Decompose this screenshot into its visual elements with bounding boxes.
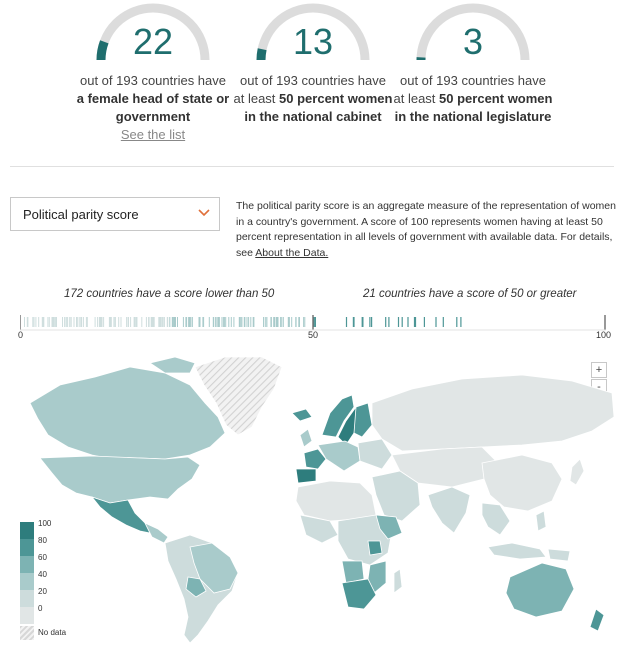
region-uk bbox=[300, 429, 312, 447]
see-the-list-link[interactable]: See the list bbox=[120, 127, 186, 142]
legend-label: 100 bbox=[38, 519, 52, 528]
region-china bbox=[482, 455, 562, 511]
stat-description: out of 193 countries have at least 50 percent women in the national legislature bbox=[393, 73, 553, 124]
region-mexico bbox=[92, 497, 150, 533]
metric-select-value: Political parity score bbox=[23, 207, 139, 222]
legend-swatch bbox=[20, 556, 34, 573]
legend-label: 20 bbox=[38, 587, 47, 596]
no-data-label: No data bbox=[38, 628, 67, 637]
tick-0: 0 bbox=[18, 330, 24, 340]
region-new-zealand bbox=[590, 609, 604, 631]
legend-swatch bbox=[20, 607, 34, 624]
stat-description: out of 193 countries have at least 50 percent women in the national cabinet bbox=[233, 73, 393, 124]
legend-label: 40 bbox=[38, 570, 47, 579]
legend-label: 0 bbox=[38, 604, 43, 613]
zoom-in-button[interactable]: + bbox=[591, 362, 607, 378]
zoom-out-button[interactable]: - bbox=[591, 379, 607, 395]
legend-swatch bbox=[20, 590, 34, 607]
region-indonesia bbox=[488, 543, 546, 559]
region-canada bbox=[30, 367, 225, 459]
tick-100: 100 bbox=[596, 330, 612, 340]
metric-select[interactable] bbox=[10, 197, 220, 231]
region-finland bbox=[354, 403, 372, 437]
legend-swatch bbox=[20, 539, 34, 556]
region-australia bbox=[506, 563, 574, 617]
legend-label: 80 bbox=[38, 536, 47, 545]
region-eastern-europe bbox=[358, 439, 392, 469]
world-map[interactable] bbox=[0, 355, 640, 645]
below-50-label: 172 countries have a score lower than 50 bbox=[64, 288, 275, 300]
stat-value: 13 bbox=[292, 21, 334, 62]
region-japan bbox=[570, 459, 584, 485]
region-india bbox=[428, 487, 470, 533]
stat-value: 3 bbox=[462, 21, 484, 62]
stat-value: 22 bbox=[132, 21, 174, 62]
score-description: The political parity score is an aggregate measure of the representation of women in a country's government. A score of 100 represents women having at least 50 percent representation in all levels of government with available data. For details, see About the Data. bbox=[236, 200, 616, 259]
divider bbox=[10, 166, 614, 167]
region-se-asia bbox=[482, 503, 510, 535]
legend-label: 60 bbox=[38, 553, 47, 562]
region-arctic-islands bbox=[150, 357, 195, 373]
region-angola bbox=[342, 561, 364, 583]
region-iceland bbox=[292, 409, 312, 421]
stat-description: out of 193 countries have a female head of state or government See the list bbox=[76, 73, 230, 142]
about-the-data-link[interactable]: About the Data. bbox=[255, 246, 329, 259]
region-central-europe bbox=[318, 441, 360, 471]
region-spain bbox=[296, 469, 316, 483]
legend-swatch bbox=[20, 522, 34, 539]
chevron-down-icon bbox=[197, 208, 211, 218]
region-russia bbox=[372, 375, 614, 451]
region-rwanda bbox=[368, 541, 382, 555]
no-data-swatch bbox=[20, 626, 34, 640]
region-papua bbox=[548, 549, 570, 561]
region-north-africa bbox=[296, 481, 376, 521]
region-philippines bbox=[536, 511, 546, 531]
above-50-label: 21 countries have a score of 50 or greater bbox=[363, 288, 577, 300]
region-usa bbox=[40, 456, 200, 503]
region-madagascar bbox=[394, 569, 402, 593]
legend-swatch bbox=[20, 573, 34, 590]
tick-50: 50 bbox=[308, 330, 319, 340]
